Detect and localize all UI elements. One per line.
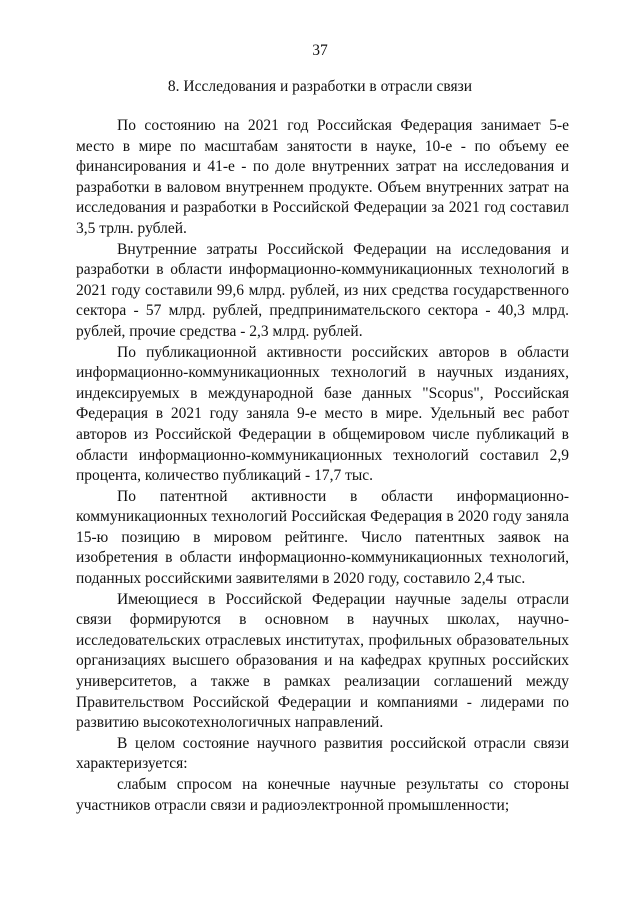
paragraph-ict-rd-costs: Внутренние затраты Российской Федерации на исследования и разработки в области информационно-коммуникационных технологий в 2021 году составили 99,6 млрд. рублей, из них средства государственного сектора - 57 млрд. рублей, предпринимательского сектора - 40,3 млрд. рублей, прочие средства - 2,3 млрд. рублей. bbox=[76, 240, 569, 340]
paragraph-publication-activity: По публикационной активности российских авторов в области информационно-коммуникационных технологий в научных изданиях, индексируемых в международной базе данных "Scopus", Российская Федерация в 2021 году заняла 9-е место в мире. Удельный вес работ авторов из Российской Федерации в общемировом числе публикаций в области информационно-коммуникационных технологий составил 2,9 процента, количество публикаций - 17,7 тыс. bbox=[76, 343, 569, 485]
page-number: 37 bbox=[312, 42, 328, 59]
paragraph-patent-activity: По патентной активности в области информационно-коммуникационных технологий Российская Федерация в 2020 году заняла 15-ю позицию в мировом рейтинге. Число патентных заявок на изобретения в области информационно-коммуникационных технологий, поданных российскими заявителями в 2020 году, составило 2,4 тыс. bbox=[76, 487, 569, 588]
paragraph-rd-overview: По состоянию на 2021 год Российская Федерация занимает 5-е место в мире по масштабам занятости в науке, 10-е - по объему ее финансирования и 41-е - по доле внутренних затрат на исследования и разработки в валовом внутреннем продукте. Объем внутренних затрат на исследования и разработки в Российской Федерации за 2021 год составил 3,5 трлн. рублей. bbox=[76, 117, 569, 237]
paragraph-characteristics-intro: В целом состояние научного развития российской отрасли связи характеризуется: bbox=[76, 734, 569, 773]
paragraph-scientific-groundwork: Имеющиеся в Российской Федерации научные заделы отрасли связи формируются в основном в научных школах, научно-исследовательских отраслевых институтах, профильных образовательных организациях высшего образования и на кафедрах крупных российских университетов, а также в рамках реализации соглашений между Правительством Российской Федерации и компаниями - лидерами по развитию высокотехнологичных направлений. bbox=[76, 590, 569, 732]
section-title: 8. Исследования и разработки в отрасли связи bbox=[167, 78, 473, 95]
document-body bbox=[76, 116, 569, 816]
paragraph-weak-demand: слабым спросом на конечные научные результаты со стороны участников отрасли связи и радиоэлектронной промышленности; bbox=[76, 776, 569, 814]
